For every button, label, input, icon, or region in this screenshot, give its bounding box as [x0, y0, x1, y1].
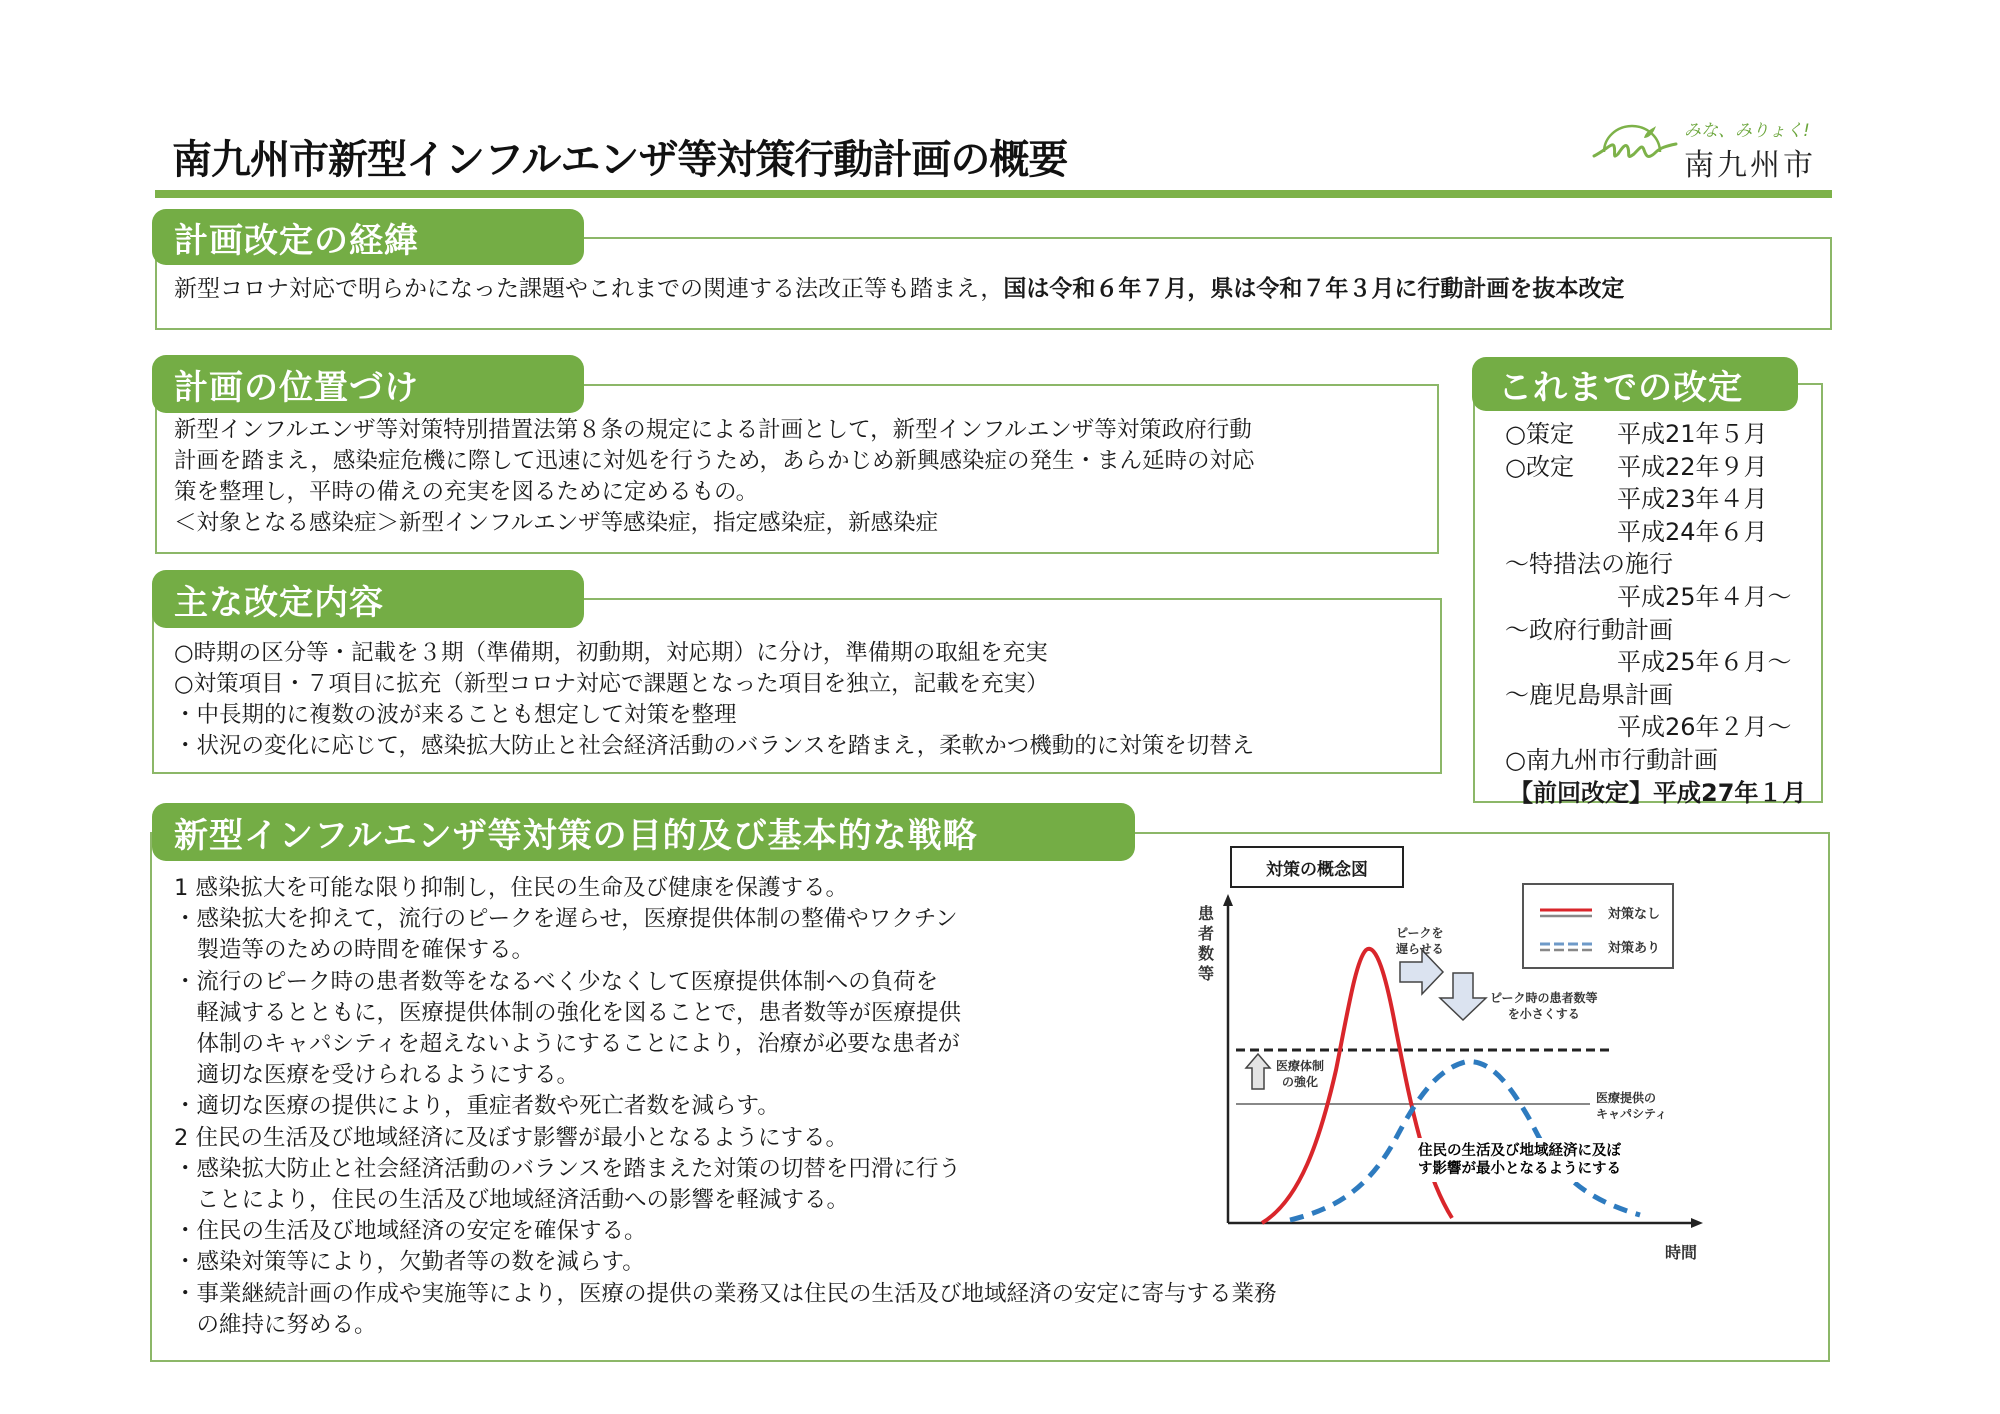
strategy-line: 製造等のための時間を確保する。: [174, 937, 535, 964]
strategy-line: ・感染拡大防止と社会経済活動のバランスを踏まえた対策の切替を円滑に行う: [174, 1155, 961, 1182]
logo-city-name: 南九州市: [1684, 148, 1816, 183]
x-axis-label: 時間: [1665, 1243, 1698, 1262]
reduce-peak-label: ピーク時の患者数等 を小さくする: [1490, 991, 1598, 1021]
dashed-line-swatch-icon: [1540, 940, 1592, 954]
revision-row: ～政府行動計画: [1505, 615, 1673, 644]
strategy-line: ことにより，住民の生活及び地域経済活動への影響を軽減する。: [174, 1187, 850, 1214]
background-heading: 計画改定の経緯: [152, 209, 584, 265]
positioning-line: 策を整理し，平時の備えの充実を図るために定めるもの。: [174, 479, 759, 505]
revision-last: 【前回改定】平成27年１月: [1509, 778, 1807, 807]
city-logo: [1590, 112, 1830, 182]
strategy-line: ・住民の生活及び地域経済の安定を確保する。: [174, 1218, 647, 1245]
revision-row: 平成25年４月～: [1617, 582, 1792, 611]
past-revisions-heading: これまでの改定: [1472, 357, 1798, 411]
strategy-line: 軽減するとともに，医療提供体制の強化を図ることで，患者数等が医療提供: [174, 999, 962, 1026]
delay-peak-label: ピークを 遅らせる: [1396, 926, 1444, 956]
background-text-bold: 国は令和６年７月，県は令和７年３月に行動計画を抜本改定: [1003, 276, 1625, 302]
logo-mark-icon: [1590, 116, 1680, 176]
concept-diagram-title: 対策の概念図: [1230, 846, 1404, 888]
revision-row: ～特措法の施行: [1505, 550, 1673, 579]
revision-row: 平成26年２月～: [1617, 713, 1792, 742]
logo-tagline: みな、みりょく!: [1684, 121, 1810, 141]
solid-line-swatch-icon: [1540, 906, 1592, 920]
revision-row: ○策定 平成21年５月: [1505, 420, 1768, 448]
y-axis-label: 患 者 数 等: [1198, 904, 1215, 983]
strategy-line: ・感染拡大を抑えて，流行のピークを遅らせ，医療提供体制の整備やワクチン: [174, 906, 958, 933]
strategy-heading: 新型インフルエンザ等対策の目的及び基本的な戦略: [152, 803, 1135, 861]
background-text-plain: 新型コロナ対応で明らかになった課題やこれまでの関連する法改正等も踏まえ，: [174, 276, 1004, 302]
revisions-line: ・状況の変化に応じて，感染拡大防止と社会経済活動のバランスを踏まえ，柔軟かつ機動的に対策を切替え: [174, 733, 1255, 759]
legend-item-no-measures: 対策なし: [1540, 903, 1660, 922]
strategy-line: 体制のキャパシティを超えないようにすることにより，治療が必要な患者が: [174, 1031, 960, 1058]
strategy-line: ・事業継続計画の作成や実施等により，医療の提供の業務又は住民の生活及び地域経済の安定に寄与する業務: [174, 1280, 1277, 1307]
page-title: 南九州市新型インフルエンザ等対策行動計画の概要: [172, 137, 1068, 183]
revisions-line: ○時期の区分等・記載を３期（準備期，初動期，対応期）に分け，準備期の取組を充実: [174, 640, 1048, 666]
concept-diagram: [1190, 840, 1730, 1270]
revision-row: 平成24年６月: [1617, 517, 1768, 546]
strategy-line: ・感染対策等により，欠勤者等の数を減らす。: [174, 1249, 645, 1276]
positioning-line: 新型インフルエンザ等対策特別措置法第８条の規定による計画として，新型インフルエンザ等対策政府行動: [174, 417, 1252, 443]
positioning-text: [174, 415, 1254, 539]
revision-row: ○改定 平成22年９月: [1505, 452, 1768, 481]
past-revisions-list: [1505, 418, 1806, 809]
revisions-text: [174, 638, 1254, 762]
header-rule: [155, 190, 1832, 198]
strategy-text: [174, 873, 1277, 1341]
revisions-line: ・中長期的に複数の波が来ることも想定して対策を整理: [174, 702, 737, 728]
strategy-line: ・適切な医療の提供により，重症者数や死亡者数を減らす。: [174, 1093, 780, 1120]
strategy-line: 2 住民の生活及び地域経済に及ぼす影響が最小となるようにする。: [174, 1124, 848, 1151]
revision-row: ～鹿児島県計画: [1505, 680, 1673, 709]
strategy-line: 1 感染拡大を可能な限り抑制し，住民の生命及び健康を保護する。: [174, 875, 848, 901]
strategy-line: 適切な医療を受けられるようにする。: [174, 1062, 580, 1089]
capacity-label: 医療提供の キャパシティ: [1596, 1091, 1668, 1121]
revision-row: ○南九州市行動計画: [1505, 745, 1718, 774]
revisions-heading: 主な改定内容: [152, 570, 584, 628]
strategy-line: ・流行のピーク時の患者数等をなるべく少なくして医療提供体制への負荷を: [174, 968, 939, 995]
positioning-heading: 計画の位置づけ: [152, 355, 584, 413]
strengthen-label: 医療体制 の強化: [1276, 1059, 1325, 1089]
strategy-line: の維持に努める。: [174, 1311, 377, 1338]
impact-annotation: 住民の生活及び地域経済に及ぼ す影響が最小となるようにする: [1418, 1143, 1621, 1177]
background-text: [174, 274, 1624, 305]
revisions-line: ○対策項目・７項目に拡充（新型コロナ対応で課題となった項目を独立，記載を充実）: [174, 671, 1049, 697]
positioning-line: ＜対象となる感染症＞新型インフルエンザ等感染症，指定感染症，新感染症: [174, 510, 939, 536]
legend-item-with-measures: 対策あり: [1540, 937, 1660, 956]
revision-row: 平成23年４月: [1617, 485, 1768, 514]
revision-row: 平成25年６月～: [1617, 648, 1792, 677]
positioning-line: 計画を踏まえ，感染症危機に際して迅速に対処を行うため，あらかじめ新興感染症の発生・まん延時の対応: [174, 448, 1255, 474]
chart-legend: [1522, 883, 1674, 969]
